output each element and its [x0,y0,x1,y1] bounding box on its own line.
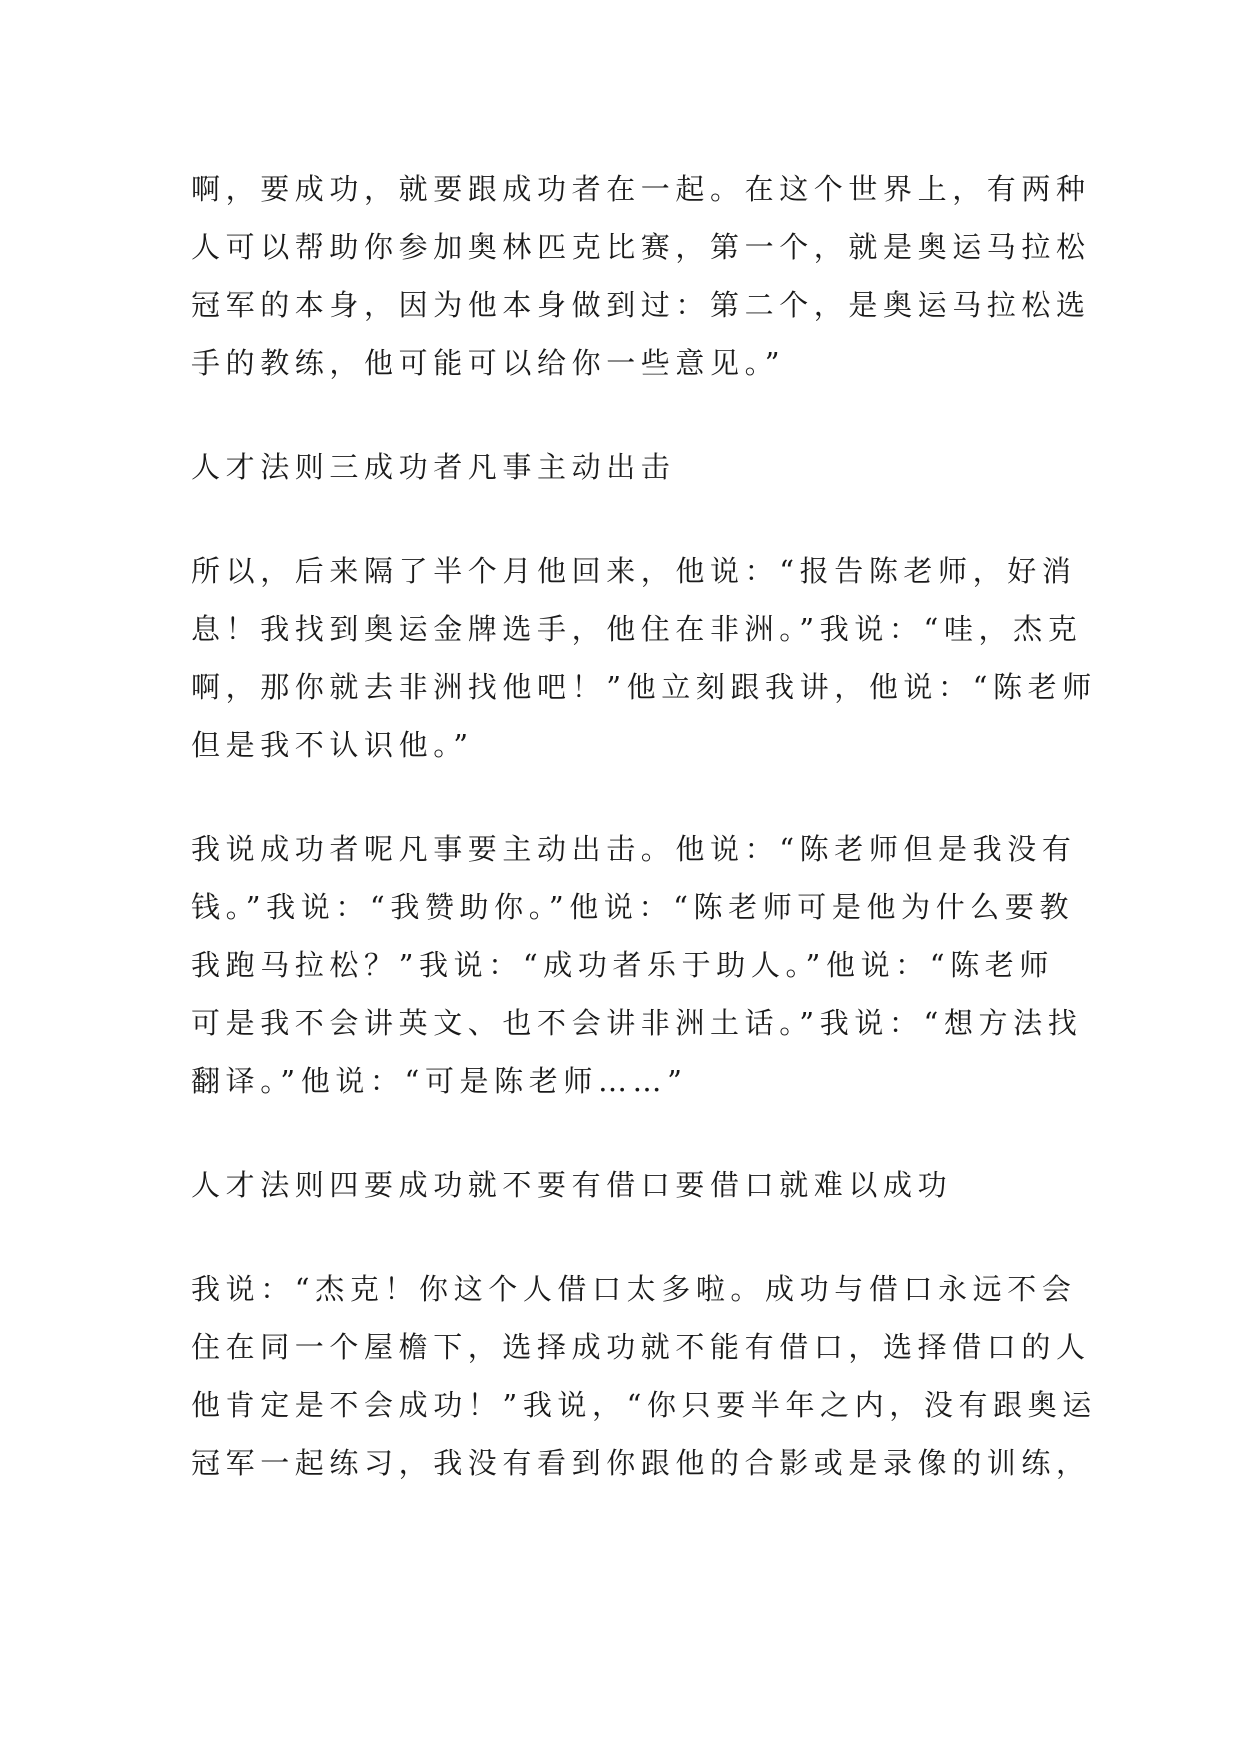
text-line: 冠军一起练习，我没有看到你跟他的合影或是录像的训练， [191,1446,1091,1480]
section-heading-rule-four: 人才法则四要成功就不要有借口要借口就难以成功 [191,1168,953,1202]
text-line: 啊，那你就去非洲找他吧！”他立刻跟我讲，他说：“陈老师 [191,670,1097,704]
text-line: 冠军的本身，因为他本身做到过：第二个，是奥运马拉松选 [191,288,1091,322]
text-line: 住在同一个屋檐下，选择成功就不能有借口，选择借口的人 [191,1330,1091,1364]
text-line: 所以，后来隔了半个月他回来，他说：“报告陈老师，好消 [191,554,1077,588]
text-line: 我跑马拉松？”我说：“成功者乐于助人。”他说：“陈老师 [191,948,1055,982]
paragraph-1 [191,160,1091,392]
text-line: 翻译。”他说：“可是陈老师……” [191,1064,688,1098]
document-body [191,160,1097,1538]
text-line: 他肯定是不会成功！”我说，“你只要半年之内，没有跟奥运 [191,1388,1097,1422]
section-heading-rule-three: 人才法则三成功者凡事主动出击 [191,450,676,484]
text-line: 我说成功者呢凡事要主动出击。他说：“陈老师但是我没有 [191,832,1077,866]
text-line: 但是我不认识他。” [191,728,474,762]
text-line: 人可以帮助你参加奥林匹克比赛，第一个，就是奥运马拉松 [191,230,1091,264]
text-line: 钱。”我说：“我赞助你。”他说：“陈老师可是他为什么要教 [191,890,1075,924]
text-line: 啊，要成功，就要跟成功者在一起。在这个世界上，有两种 [191,172,1091,206]
text-line: 可是我不会讲英文、也不会讲非洲土话。”我说：“想方法找 [191,1006,1083,1040]
text-line: 手的教练，他可能可以给你一些意见。” [191,346,786,380]
paragraph-3 [191,820,1083,1110]
paragraph-2 [191,542,1097,774]
text-line: 我说：“杰克！你这个人借口太多啦。成功与借口永远不会 [191,1272,1077,1306]
paragraph-4 [191,1260,1097,1492]
text-line: 息！我找到奥运金牌选手，他住在非洲。”我说：“哇，杰克 [191,612,1083,646]
